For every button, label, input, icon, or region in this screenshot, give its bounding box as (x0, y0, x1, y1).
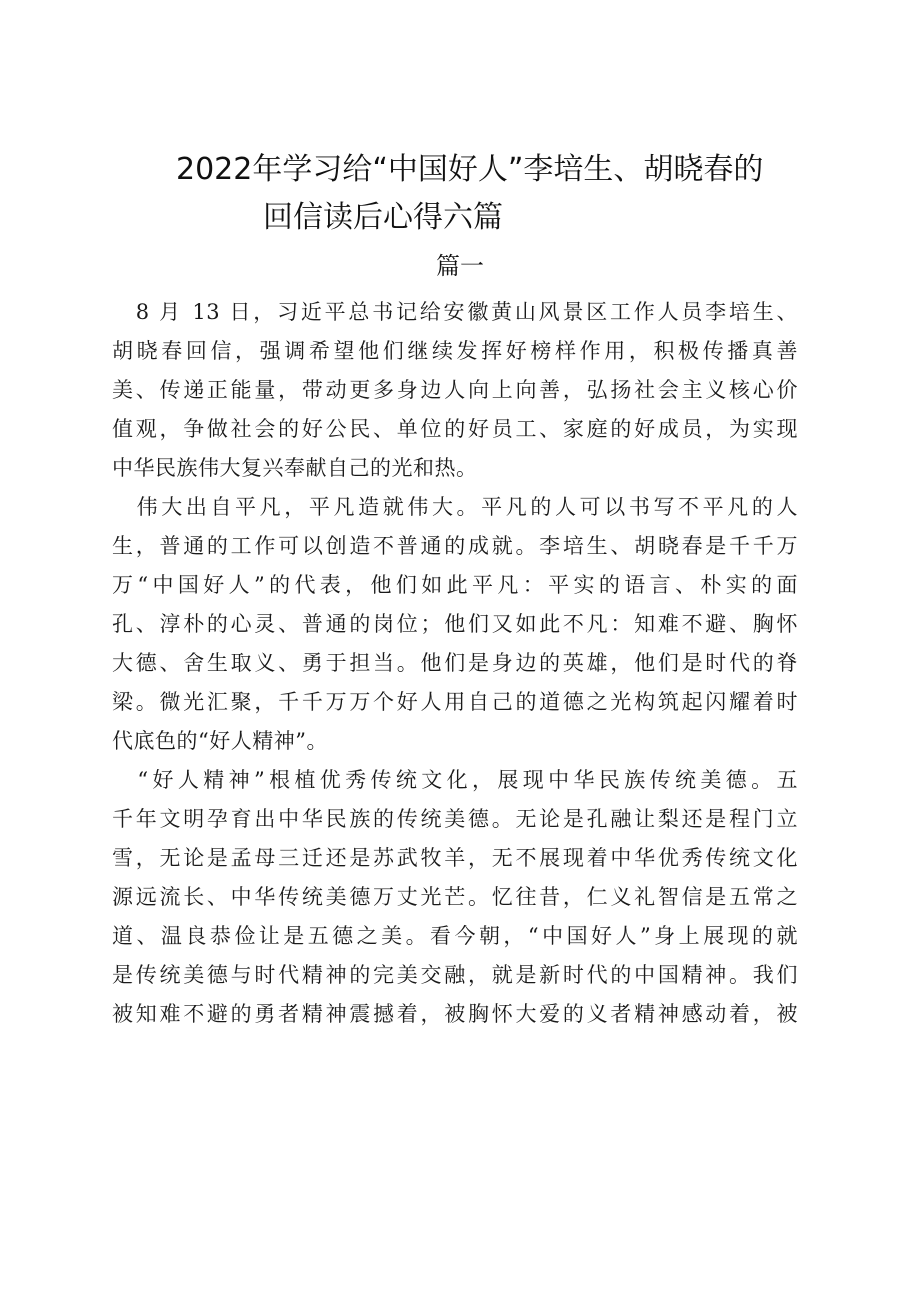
paragraph-line: 道、温良恭俭让是五德之美。看今朝，“中国好人”身上展现的就 (112, 924, 798, 948)
paragraph-line: 千年文明孕育出中华民族的传统美德。无论是孔融让梨还是程门立 (112, 807, 798, 831)
paragraph-1 (112, 293, 798, 488)
document-title-line-1: 2022年学习给“中国好人”李培生、胡晓春的 (176, 152, 764, 187)
paragraph-line: 美、传递正能量，带动更多身边人向上向善，弘扬社会主义核心价 (112, 378, 798, 402)
paragraph-line: 梁。微光汇聚，千千万万个好人用自己的道德之光构筑起闪耀着时 (112, 690, 798, 714)
paragraph-line: 中华民族伟大复兴奉献自己的光和热。 (112, 456, 478, 480)
paragraph-line: 源远流长、中华传统美德万丈光芒。忆往昔，仁义礼智信是五常之 (112, 885, 798, 909)
paragraph-line: 万“中国好人”的代表，他们如此平凡：平实的语言、朴实的面 (112, 573, 798, 597)
paragraph-line: 孔、淳朴的心灵、普通的岗位；他们又如此不凡：知难不避、胸怀 (112, 612, 798, 636)
paragraph-line: 大德、舍生取义、勇于担当。他们是身边的英雄，他们是时代的脊 (112, 651, 798, 675)
paragraph-line: 伟大出自平凡，平凡造就伟大。平凡的人可以书写不平凡的人 (112, 495, 798, 519)
paragraph-line: 生，普通的工作可以创造不普通的成就。李培生、胡晓春是千千万 (112, 534, 798, 558)
document-body (112, 293, 798, 1034)
paragraph-line: 被知难不避的勇者精神震撼着，被胸怀大爱的义者精神感动着，被 (112, 1002, 798, 1026)
paragraph-line: 8 月 13 日，习近平总书记给安徽黄山风景区工作人员李培生、 (112, 300, 798, 324)
document-title-line-2: 回信读后心得六篇 (263, 200, 503, 235)
paragraph-line: 是传统美德与时代精神的完美交融，就是新时代的中国精神。我们 (112, 963, 798, 987)
section-heading: 篇一 (436, 252, 484, 280)
paragraph-line: 值观，争做社会的好公民、单位的好员工、家庭的好成员，为实现 (112, 417, 798, 441)
paragraph-line: 雪，无论是孟母三迁还是苏武牧羊，无不展现着中华优秀传统文化 (112, 846, 798, 870)
paragraph-3 (112, 761, 798, 1034)
paragraph-2 (112, 488, 798, 761)
paragraph-line: “好人精神”根植优秀传统文化，展现中华民族传统美德。五 (112, 768, 798, 792)
paragraph-line: 代底色的“好人精神”。 (112, 729, 328, 753)
paragraph-line: 胡晓春回信，强调希望他们继续发挥好榜样作用，积极传播真善 (112, 339, 798, 363)
